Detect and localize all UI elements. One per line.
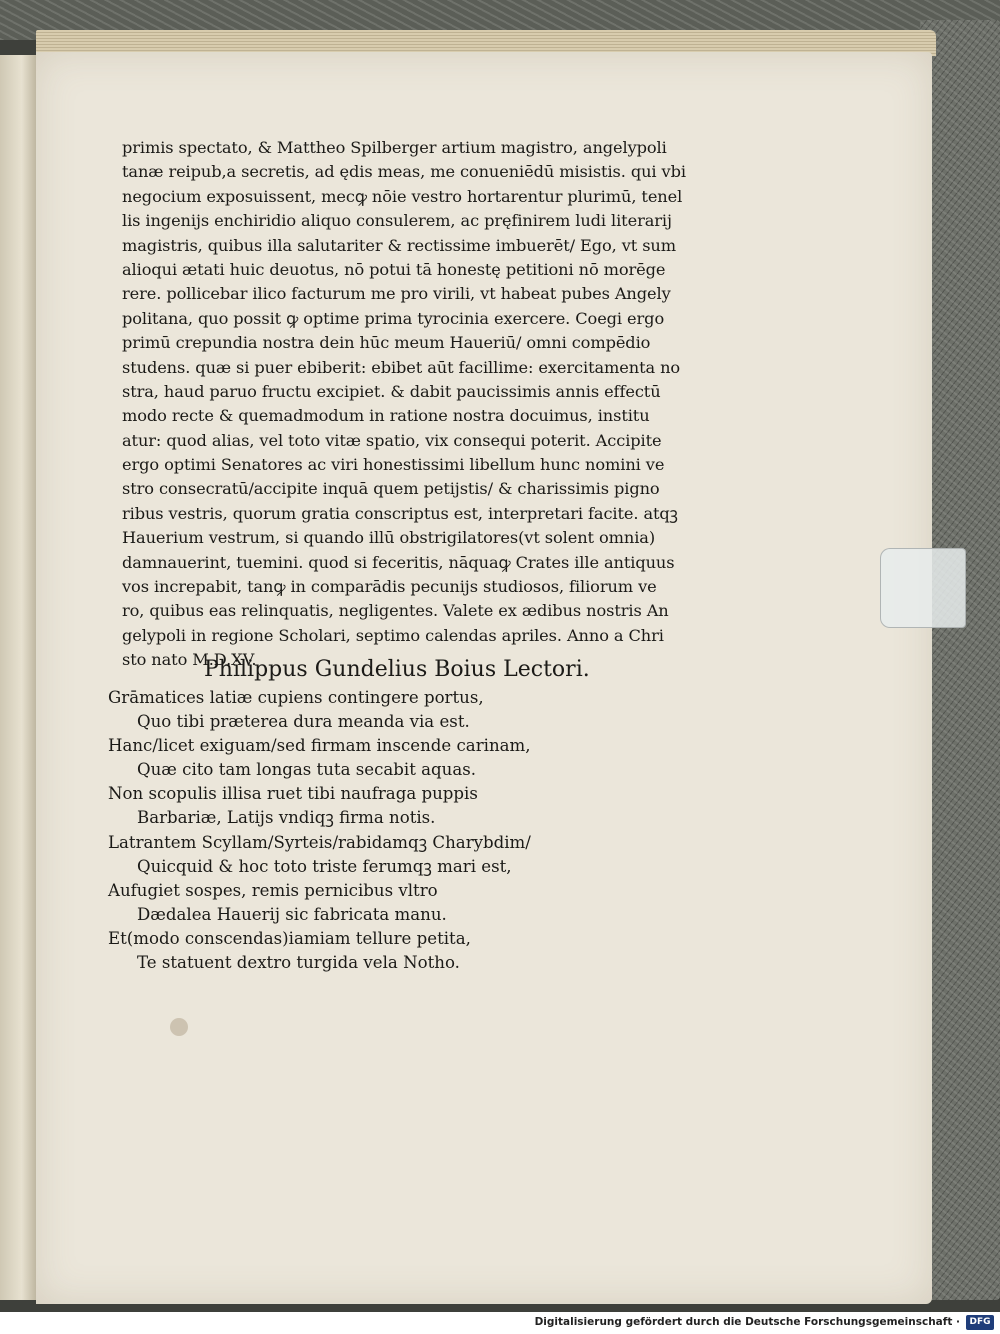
text-line: politana, quo possit ꝙ optime prima tyrocinia exercere. Coegi ergo (122, 308, 665, 328)
poem-verse: Grāmatices latiæ cupiens contingere portus, (108, 688, 484, 707)
left-page-edge (0, 55, 37, 1300)
text-line: stra, haud paruo fructu excipiet. & dabit paucissimis annis effectū (122, 381, 661, 401)
poem-verse: Quo tibi præterea dura meanda via est. (137, 712, 470, 732)
text-line: negocium exposuissent, mecꝙ nōie vestro hortarentur plurimū, tenel (122, 186, 683, 206)
poem-verse: Latrantem Scyllam/Syrteis/rabidamqꝫ Charybdim/ (108, 832, 531, 852)
text-line: ro, quibus eas relinquatis, negligentes. Valete ex ædibus nostris An (122, 601, 669, 621)
text-line: gelypoli in regione Scholari, septimo calendas apriles. Anno a Chri (122, 625, 664, 645)
poem-verse: Quicquid & hoc toto triste ferumqꝫ mari est, (137, 856, 512, 876)
text-line: tanæ reipub,a secretis, ad ędis meas, me conueniēdū misistis. qui vbi (122, 162, 686, 182)
text-line: vos increpabit, tanꝙ in comparādis pecunijs studiosos, filiorum ve (122, 577, 657, 597)
text-line: damnauerint, tuemini. quod si feceritis, nāquaꝙ Crates ille antiquus (122, 552, 675, 572)
text-line: rere. pollicebar ilico facturum me pro virili, vt habeat pubes Angely (122, 284, 671, 304)
text-line: primū crepundia nostra dein hūc meum Haueriū/ omni compēdio (122, 333, 651, 353)
text-line: ergo optimi Senatores ac viri honestissimi libellum hunc nomini ve (122, 455, 665, 475)
text-line: atur: quod alias, vel toto vitæ spatio, vix consequi poterit. Accipite (122, 430, 662, 450)
text-line: ribus vestris, quorum gratia conscriptus est, interpretari facite. atqꝫ (122, 503, 678, 523)
text-line: stro consecratū/accipite inquā quem petijstis/ & charissimis pigno (122, 479, 660, 499)
text-line: sto nato M.D.XV. (122, 650, 257, 670)
text-line: studens. quæ si puer ebiberit: ebibet aūt facillime: exercitamenta no (122, 357, 681, 377)
dfg-logo: DFG (966, 1315, 994, 1330)
poem-verse: Hanc/licet exiguam/sed firmam inscende carinam, (108, 736, 531, 756)
text-line: lis ingenijs enchiridio aliquo consulerem, ac pręfinirem ludi literarij (122, 211, 672, 231)
text-line: magistris, quibus illa salutariter & rectissime imbuerēt/ Ego, vt sum (122, 235, 676, 255)
poem-verse: Barbariæ, Latijs vndiqꝫ firma notis. (137, 808, 436, 828)
footer-credit: Digitalisierung gefördert durch die Deutsche Forschungsgemeinschaft · (534, 1316, 960, 1328)
poem-verse: Te statuent dextro turgida vela Notho. (137, 953, 460, 973)
ink-smudge (170, 1018, 188, 1036)
poem-verse: Et(modo conscendas)iamiam tellure petita, (108, 928, 471, 948)
letter-text (122, 136, 772, 673)
poem-verse: Quæ cito tam longas tuta secabit aquas. (137, 760, 477, 780)
poem-verses (108, 686, 668, 975)
poem-heading: Philippus Gundelius Boius Lectori. (204, 657, 590, 682)
text-line: primis spectato, & Mattheo Spilberger artium magistro, angelypoli (122, 138, 667, 157)
poem-verse: Aufugiet sospes, remis pernicibus vltro (108, 880, 438, 900)
footer-bar (0, 1312, 1000, 1334)
text-line: modo recte & quemadmodum in ratione nostra docuimus, institu (122, 406, 650, 426)
plastic-clip (880, 548, 966, 628)
text-line: alioqui ætati huic deuotus, nō potui tā honestę petitioni nō morēge (122, 259, 666, 279)
poem-verse: Dædalea Hauerij sic fabricata manu. (137, 904, 447, 924)
text-line: Hauerium vestrum, si quando illū obstrigilatores(vt solent omnia) (122, 528, 656, 548)
book-cover-right (920, 20, 1000, 1300)
poem-verse: Non scopulis illisa ruet tibi naufraga puppis (108, 784, 478, 804)
